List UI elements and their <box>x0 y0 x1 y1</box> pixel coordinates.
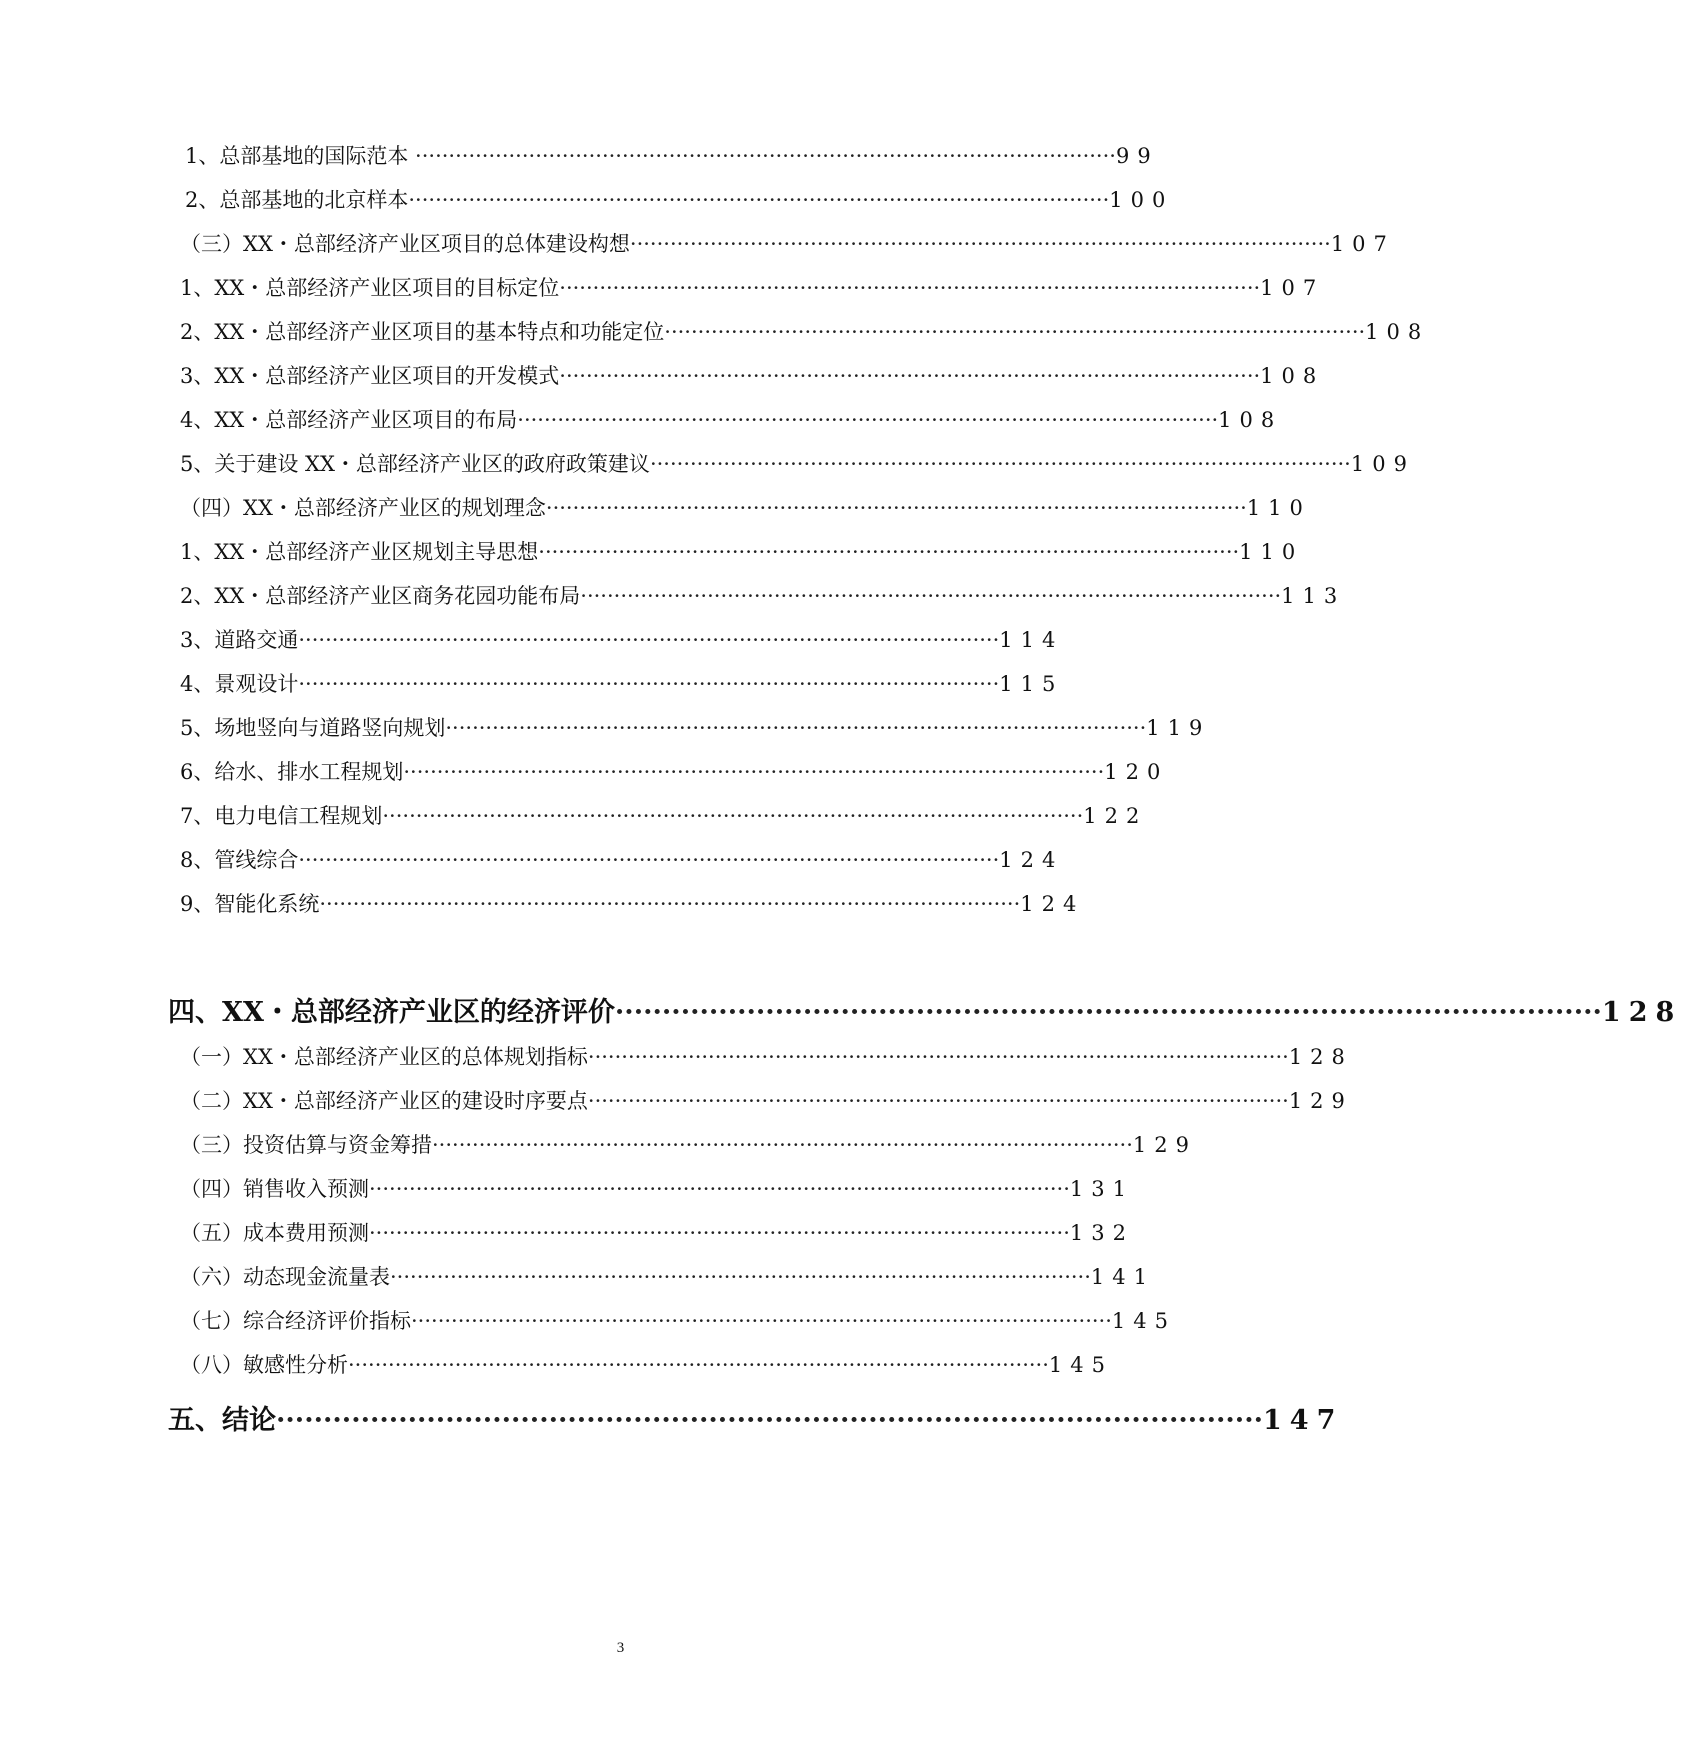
toc-entry-label: 8、管线综合 <box>180 848 299 872</box>
toc-entry[interactable] <box>180 888 1085 922</box>
dot-leader: ········································································································· <box>614 997 1602 1028</box>
dot-leader: ········································································································· <box>580 584 1282 608</box>
toc-entry-label: 四、XX・总部经济产业区的经济评价 <box>168 997 615 1028</box>
dot-leader: ········································································································· <box>649 452 1351 476</box>
toc-entry-label: （三）XX・总部经济产业区项目的总体建设构想 <box>180 232 630 256</box>
toc-entry[interactable] <box>180 448 1415 482</box>
dot-leader: ········································································································· <box>408 188 1110 212</box>
toc-entry-page: 119 <box>1146 716 1211 740</box>
dot-leader: ········································································································· <box>298 848 1000 872</box>
toc-entry[interactable] <box>180 404 1283 438</box>
toc-entry-label: 五、结论 <box>168 1405 276 1436</box>
toc-entry-page: 114 <box>999 628 1064 652</box>
toc-entry-label: （三）投资估算与资金筹措 <box>180 1133 432 1157</box>
dot-leader: ········································································································· <box>390 1265 1091 1289</box>
toc-entry[interactable] <box>180 1085 1353 1119</box>
dot-leader: ········································································································· <box>432 1133 1133 1157</box>
toc-entry[interactable] <box>180 756 1169 790</box>
toc-entry-label: （一）XX・总部经济产业区的总体规划指标 <box>180 1045 588 1069</box>
toc-entry-label: 5、关于建设 XX・总部经济产业区的政府政策建议 <box>180 452 650 476</box>
toc-entry-page: 109 <box>1350 452 1415 476</box>
dot-leader: ········································································································· <box>319 892 1021 916</box>
toc-entry-label: 2、XX・总部经济产业区项目的基本特点和功能定位 <box>180 320 665 344</box>
dot-leader: ········································································································· <box>517 408 1219 432</box>
toc-entry-label: （二）XX・总部经济产业区的建设时序要点 <box>180 1089 588 1113</box>
dot-leader: ········································································································· <box>382 804 1084 828</box>
toc-entry-page: 128 <box>1288 1045 1353 1069</box>
toc-entry-page: 145 <box>1048 1353 1113 1377</box>
toc-entry-label: 4、景观设计 <box>180 672 299 696</box>
toc-entry-page: 129 <box>1132 1133 1197 1157</box>
toc-entry-page: 107 <box>1260 276 1325 300</box>
toc-entry-page: 124 <box>999 848 1064 872</box>
toc-entry-label: 3、XX・总部经济产业区项目的开发模式 <box>180 364 560 388</box>
toc-entry-page: 99 <box>1115 144 1159 168</box>
toc-entry-page: 129 <box>1288 1089 1353 1113</box>
toc-entry[interactable] <box>180 492 1311 526</box>
dot-leader: ········································································································· <box>559 276 1261 300</box>
toc-entry-page: 132 <box>1069 1221 1134 1245</box>
toc-entry[interactable] <box>180 800 1148 834</box>
toc-entry[interactable] <box>185 184 1174 218</box>
dot-leader: ········································································································· <box>411 1309 1112 1333</box>
toc-entry-label: （五）成本费用预测 <box>180 1221 369 1245</box>
toc-entry-page: 108 <box>1365 320 1430 344</box>
dot-leader: ········································································································· <box>403 760 1105 784</box>
toc-entry[interactable] <box>180 360 1325 394</box>
toc-entry-label: 4、XX・总部经济产业区项目的布局 <box>180 408 518 432</box>
toc-entry[interactable] <box>180 1173 1134 1207</box>
dot-leader: ········································································································· <box>538 540 1240 564</box>
dot-leader: ········································································································· <box>587 1045 1289 1069</box>
toc-entry-page: 110 <box>1246 496 1311 520</box>
toc-entry[interactable] <box>180 668 1064 702</box>
toc-entry[interactable] <box>180 844 1064 878</box>
toc-entry-label: 7、电力电信工程规划 <box>180 804 383 828</box>
toc-entry-label: （七）综合经济评价指标 <box>180 1309 411 1333</box>
toc-chapter-heading[interactable] <box>168 1398 1344 1438</box>
toc-entry[interactable] <box>180 1305 1176 1339</box>
toc-entry[interactable] <box>185 140 1159 174</box>
dot-leader: ········································································································· <box>415 144 1116 168</box>
toc-entry-page: 108 <box>1260 364 1325 388</box>
toc-entry[interactable] <box>180 1349 1113 1383</box>
toc-entry-label: （六）动态现金流量表 <box>180 1265 390 1289</box>
toc-entry-label: 1、XX・总部经济产业区规划主导思想 <box>180 540 539 564</box>
toc-entry-page: 147 <box>1263 1405 1344 1436</box>
toc-entry-label: 5、场地竖向与道路竖向规划 <box>180 716 446 740</box>
toc-entry-page: 122 <box>1083 804 1148 828</box>
toc-entry[interactable] <box>180 624 1064 658</box>
toc-entry-page: 131 <box>1069 1177 1134 1201</box>
dot-leader: ········································································································· <box>348 1353 1049 1377</box>
toc-entry[interactable] <box>180 316 1430 350</box>
dot-leader: ········································································································· <box>298 672 1000 696</box>
dot-leader: ········································································································· <box>445 716 1147 740</box>
toc-entry-label: 3、道路交通 <box>180 628 299 652</box>
dot-leader: ········································································································· <box>545 496 1247 520</box>
toc-entry-page: 128 <box>1601 997 1682 1028</box>
toc-entry-page: 124 <box>1020 892 1085 916</box>
toc-entry-page: 120 <box>1104 760 1169 784</box>
toc-entry[interactable] <box>180 536 1304 570</box>
page-number: 3 <box>616 1640 625 1656</box>
toc-entry-label: 9、智能化系统 <box>180 892 320 916</box>
dot-leader: ········································································································· <box>629 232 1331 256</box>
toc-chapter-heading[interactable] <box>168 990 1682 1030</box>
dot-leader: ········································································································· <box>587 1089 1289 1113</box>
toc-entry[interactable] <box>180 580 1346 614</box>
toc-entry-label: 2、XX・总部经济产业区商务花园功能布局 <box>180 584 581 608</box>
toc-entry[interactable] <box>180 228 1395 262</box>
toc-entry-page: 107 <box>1330 232 1395 256</box>
toc-entry-page: 115 <box>999 672 1064 696</box>
toc-entry-page: 110 <box>1239 540 1304 564</box>
toc-entry-page: 141 <box>1090 1265 1155 1289</box>
toc-entry-page: 145 <box>1111 1309 1176 1333</box>
toc-entry-page: 113 <box>1281 584 1346 608</box>
toc-entry-page: 108 <box>1218 408 1283 432</box>
toc-entry-page: 100 <box>1109 188 1174 212</box>
dot-leader: ········································································································· <box>276 1405 1263 1436</box>
toc-entry-label: （八）敏感性分析 <box>180 1353 348 1377</box>
toc-entry-label: 1、XX・总部经济产业区项目的目标定位 <box>180 276 560 300</box>
toc-entry-label: （四）销售收入预测 <box>180 1177 369 1201</box>
dot-leader: ········································································································· <box>369 1221 1070 1245</box>
toc-entry[interactable] <box>180 1129 1197 1163</box>
dot-leader: ········································································································· <box>559 364 1261 388</box>
toc-entry[interactable] <box>180 1217 1134 1251</box>
toc-entry[interactable] <box>180 712 1211 746</box>
toc-entry-label: 1、总部基地的国际范本 <box>185 144 416 168</box>
toc-entry-label: 2、总部基地的北京样本 <box>185 188 409 212</box>
toc-entry[interactable] <box>180 272 1325 306</box>
toc-entry[interactable] <box>180 1041 1353 1075</box>
dot-leader: ········································································································· <box>298 628 1000 652</box>
dot-leader: ········································································································· <box>664 320 1366 344</box>
toc-entry-label: （四）XX・总部经济产业区的规划理念 <box>180 496 546 520</box>
toc-entry[interactable] <box>180 1261 1155 1295</box>
toc-entry-label: 6、给水、排水工程规划 <box>180 760 404 784</box>
dot-leader: ········································································································· <box>369 1177 1070 1201</box>
